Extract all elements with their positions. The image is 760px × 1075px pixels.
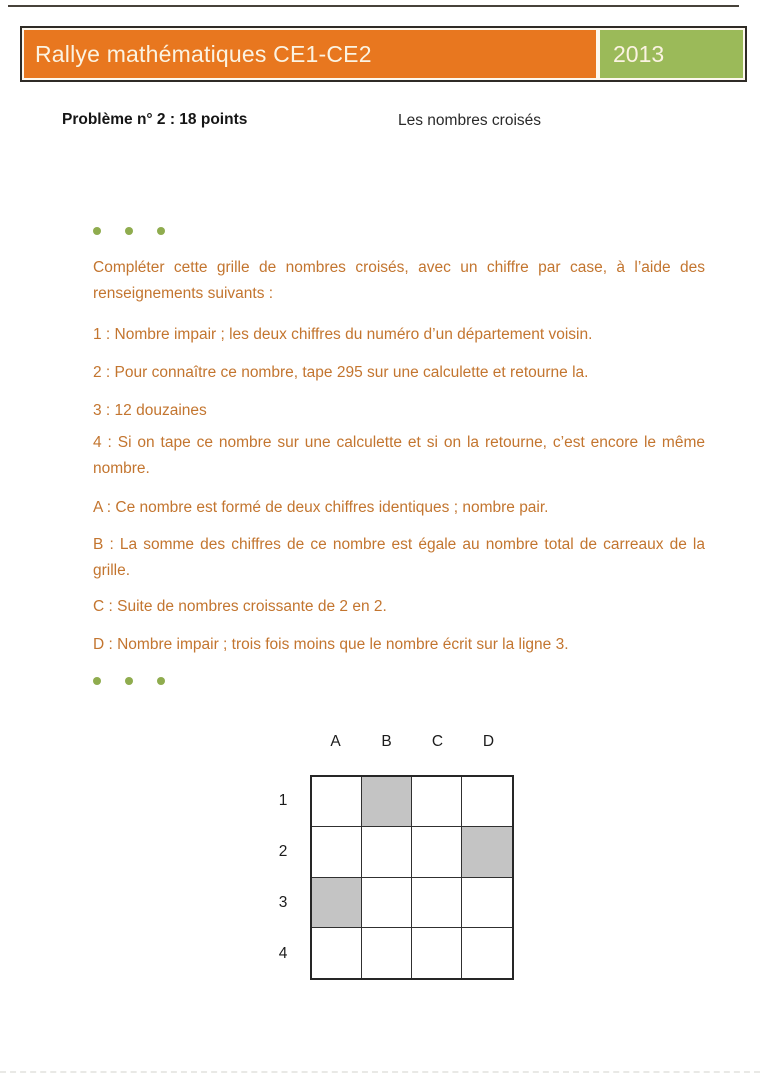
- intro-paragraph: Compléter cette grille de nombres croisés, avec un chiffre par case, à l’aide des renseignements suivants :: [93, 259, 705, 302]
- grid-cell: [312, 928, 362, 978]
- grid-row-label-1: 1: [278, 791, 288, 809]
- grid-cell: [412, 777, 462, 827]
- grid-column-header-a: A: [330, 733, 341, 750]
- bullet-dot: [157, 677, 165, 685]
- clue-a: A : Ce nombre est formé de deux chiffres identiques ; nombre pair.: [93, 499, 549, 516]
- grid-cell: [462, 777, 512, 827]
- grid-cell: [312, 777, 362, 827]
- grid-column-header-b: B: [381, 733, 392, 750]
- clue-4: 4 : Si on tape ce nombre sur une calculette et si on la retourne, c’est encore le même nombre.: [93, 434, 705, 477]
- grid-cell: [462, 928, 512, 978]
- bullet-dot: [125, 227, 133, 235]
- grid-cell: [412, 878, 462, 928]
- grid-cell: [312, 878, 362, 928]
- grid-cell: [462, 827, 512, 877]
- header-banner: [20, 26, 747, 82]
- grid-cell: [412, 928, 462, 978]
- grid-row-label-3: 3: [278, 894, 288, 912]
- clue-3: 3 : 12 douzaines: [93, 402, 207, 419]
- header-year: 2013: [613, 40, 665, 67]
- bottom-divider: [0, 1071, 760, 1073]
- header-year-box: [600, 30, 743, 78]
- number-cross-grid: [310, 775, 514, 980]
- grid-row-label-4: 4: [278, 945, 288, 963]
- bullet-row-bottom: [93, 677, 165, 685]
- problem-subtitle: Les nombres croisés: [398, 112, 542, 129]
- header-title-box: [24, 30, 596, 78]
- grid-cell: [362, 928, 412, 978]
- grid-column-headers: [310, 733, 514, 751]
- grid-cell: [362, 878, 412, 928]
- grid-row-labels: [270, 775, 296, 980]
- grid-column-header-c: C: [431, 733, 444, 750]
- bullet-dot: [93, 677, 101, 685]
- clue-b: B : La somme des chiffres de ce nombre est égale au nombre total de carreaux de la grille.: [93, 536, 705, 579]
- problem-label: Problème n° 2 : 18 points: [62, 111, 248, 128]
- grid-cell: [312, 827, 362, 877]
- bullet-dot: [125, 677, 133, 685]
- grid-column-header-d: D: [482, 733, 495, 750]
- grid-cell: [412, 827, 462, 877]
- clue-d: D : Nombre impair ; trois fois moins que le nombre écrit sur la ligne 3.: [93, 636, 569, 653]
- clue-1: 1 : Nombre impair ; les deux chiffres du numéro d’un département voisin.: [93, 326, 593, 343]
- bullet-row-top: [93, 227, 165, 235]
- header-title: Rallye mathématiques CE1-CE2: [35, 40, 372, 67]
- clue-2: 2 : Pour connaître ce nombre, tape 295 sur une calculette et retourne la.: [93, 364, 589, 381]
- clue-c: C : Suite de nombres croissante de 2 en 2.: [93, 598, 387, 615]
- grid-cell: [362, 777, 412, 827]
- top-divider: [8, 5, 739, 7]
- grid-cell: [362, 827, 412, 877]
- bullet-dot: [157, 227, 165, 235]
- bullet-dot: [93, 227, 101, 235]
- grid-cell: [462, 878, 512, 928]
- grid-row-label-2: 2: [278, 842, 288, 860]
